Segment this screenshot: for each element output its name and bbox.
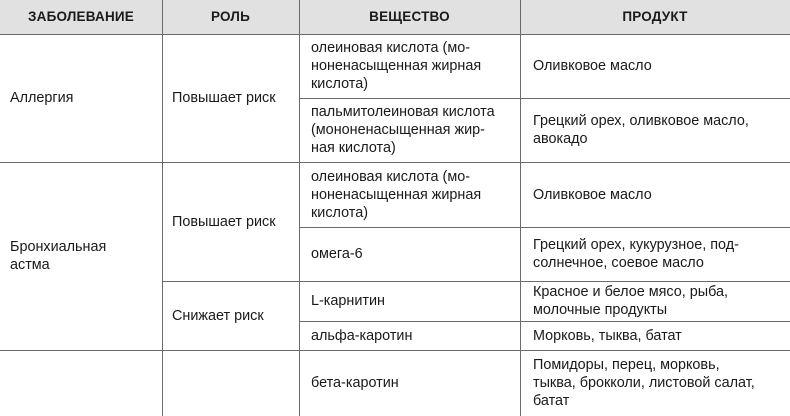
substance-asthma-4: альфа-каротин	[311, 327, 413, 344]
header-disease: ЗАБОЛЕВАНИЕ	[27, 9, 135, 24]
role-allergy: Повышает риск	[172, 90, 276, 106]
disease-allergy: Аллергия	[10, 90, 74, 106]
product-next-1: Помидоры, перец, морковь, тыква, брокколи, листовой салат, батат	[533, 357, 755, 409]
substance-allergy-2: пальмитолеиновая кислота (мононенасыщенная жир- ная кислота)	[311, 104, 495, 156]
header-role: РОЛЬ	[211, 9, 250, 24]
role-asthma-increase: Повышает риск	[172, 213, 276, 230]
substance-next-1: бета-каротин	[311, 375, 399, 391]
substance-asthma-2: омега-6	[311, 246, 363, 262]
rule-allergy-bottom	[0, 162, 790, 163]
header-substance: ВЕЩЕСТВО	[369, 9, 450, 24]
rule-col-role-left	[162, 0, 163, 416]
rule-asthma-inner-1	[299, 227, 790, 228]
product-asthma-1: Оливковое масло	[533, 186, 652, 203]
product-asthma-2: Грецкий орех, кукурузное, под- солнечное, соевое масло	[533, 237, 739, 271]
substance-asthma-3: L-карнитин	[311, 293, 385, 309]
role-asthma-decrease: Снижает риск	[172, 307, 264, 324]
rule-col-substance-left	[299, 0, 300, 416]
substance-asthma-1: олеиновая кислота (мо- ноненасыщенная жирная кислота)	[311, 168, 482, 221]
rule-col-product-left	[520, 0, 521, 416]
rule-header-bottom	[0, 34, 790, 35]
product-allergy-1: Оливковое масло	[533, 58, 652, 74]
product-asthma-4: Морковь, тыква, батат	[533, 327, 682, 344]
disease-asthma: Бронхиальная астма	[10, 239, 107, 273]
rule-asthma-role-split	[162, 281, 790, 282]
rule-asthma-inner-3	[299, 321, 790, 322]
rule-allergy-inner	[299, 98, 790, 99]
product-allergy-2: Грецкий орех, оливковое масло, авокадо	[533, 113, 749, 147]
rule-asthma-bottom	[0, 350, 790, 351]
substance-allergy-1: олеиновая кислота (мо- ноненасыщенная жирная кислота)	[311, 40, 482, 92]
product-asthma-3: Красное и белое мясо, рыба, молочные продукты	[533, 284, 729, 318]
header-product: ПРОДУКТ	[622, 9, 688, 24]
